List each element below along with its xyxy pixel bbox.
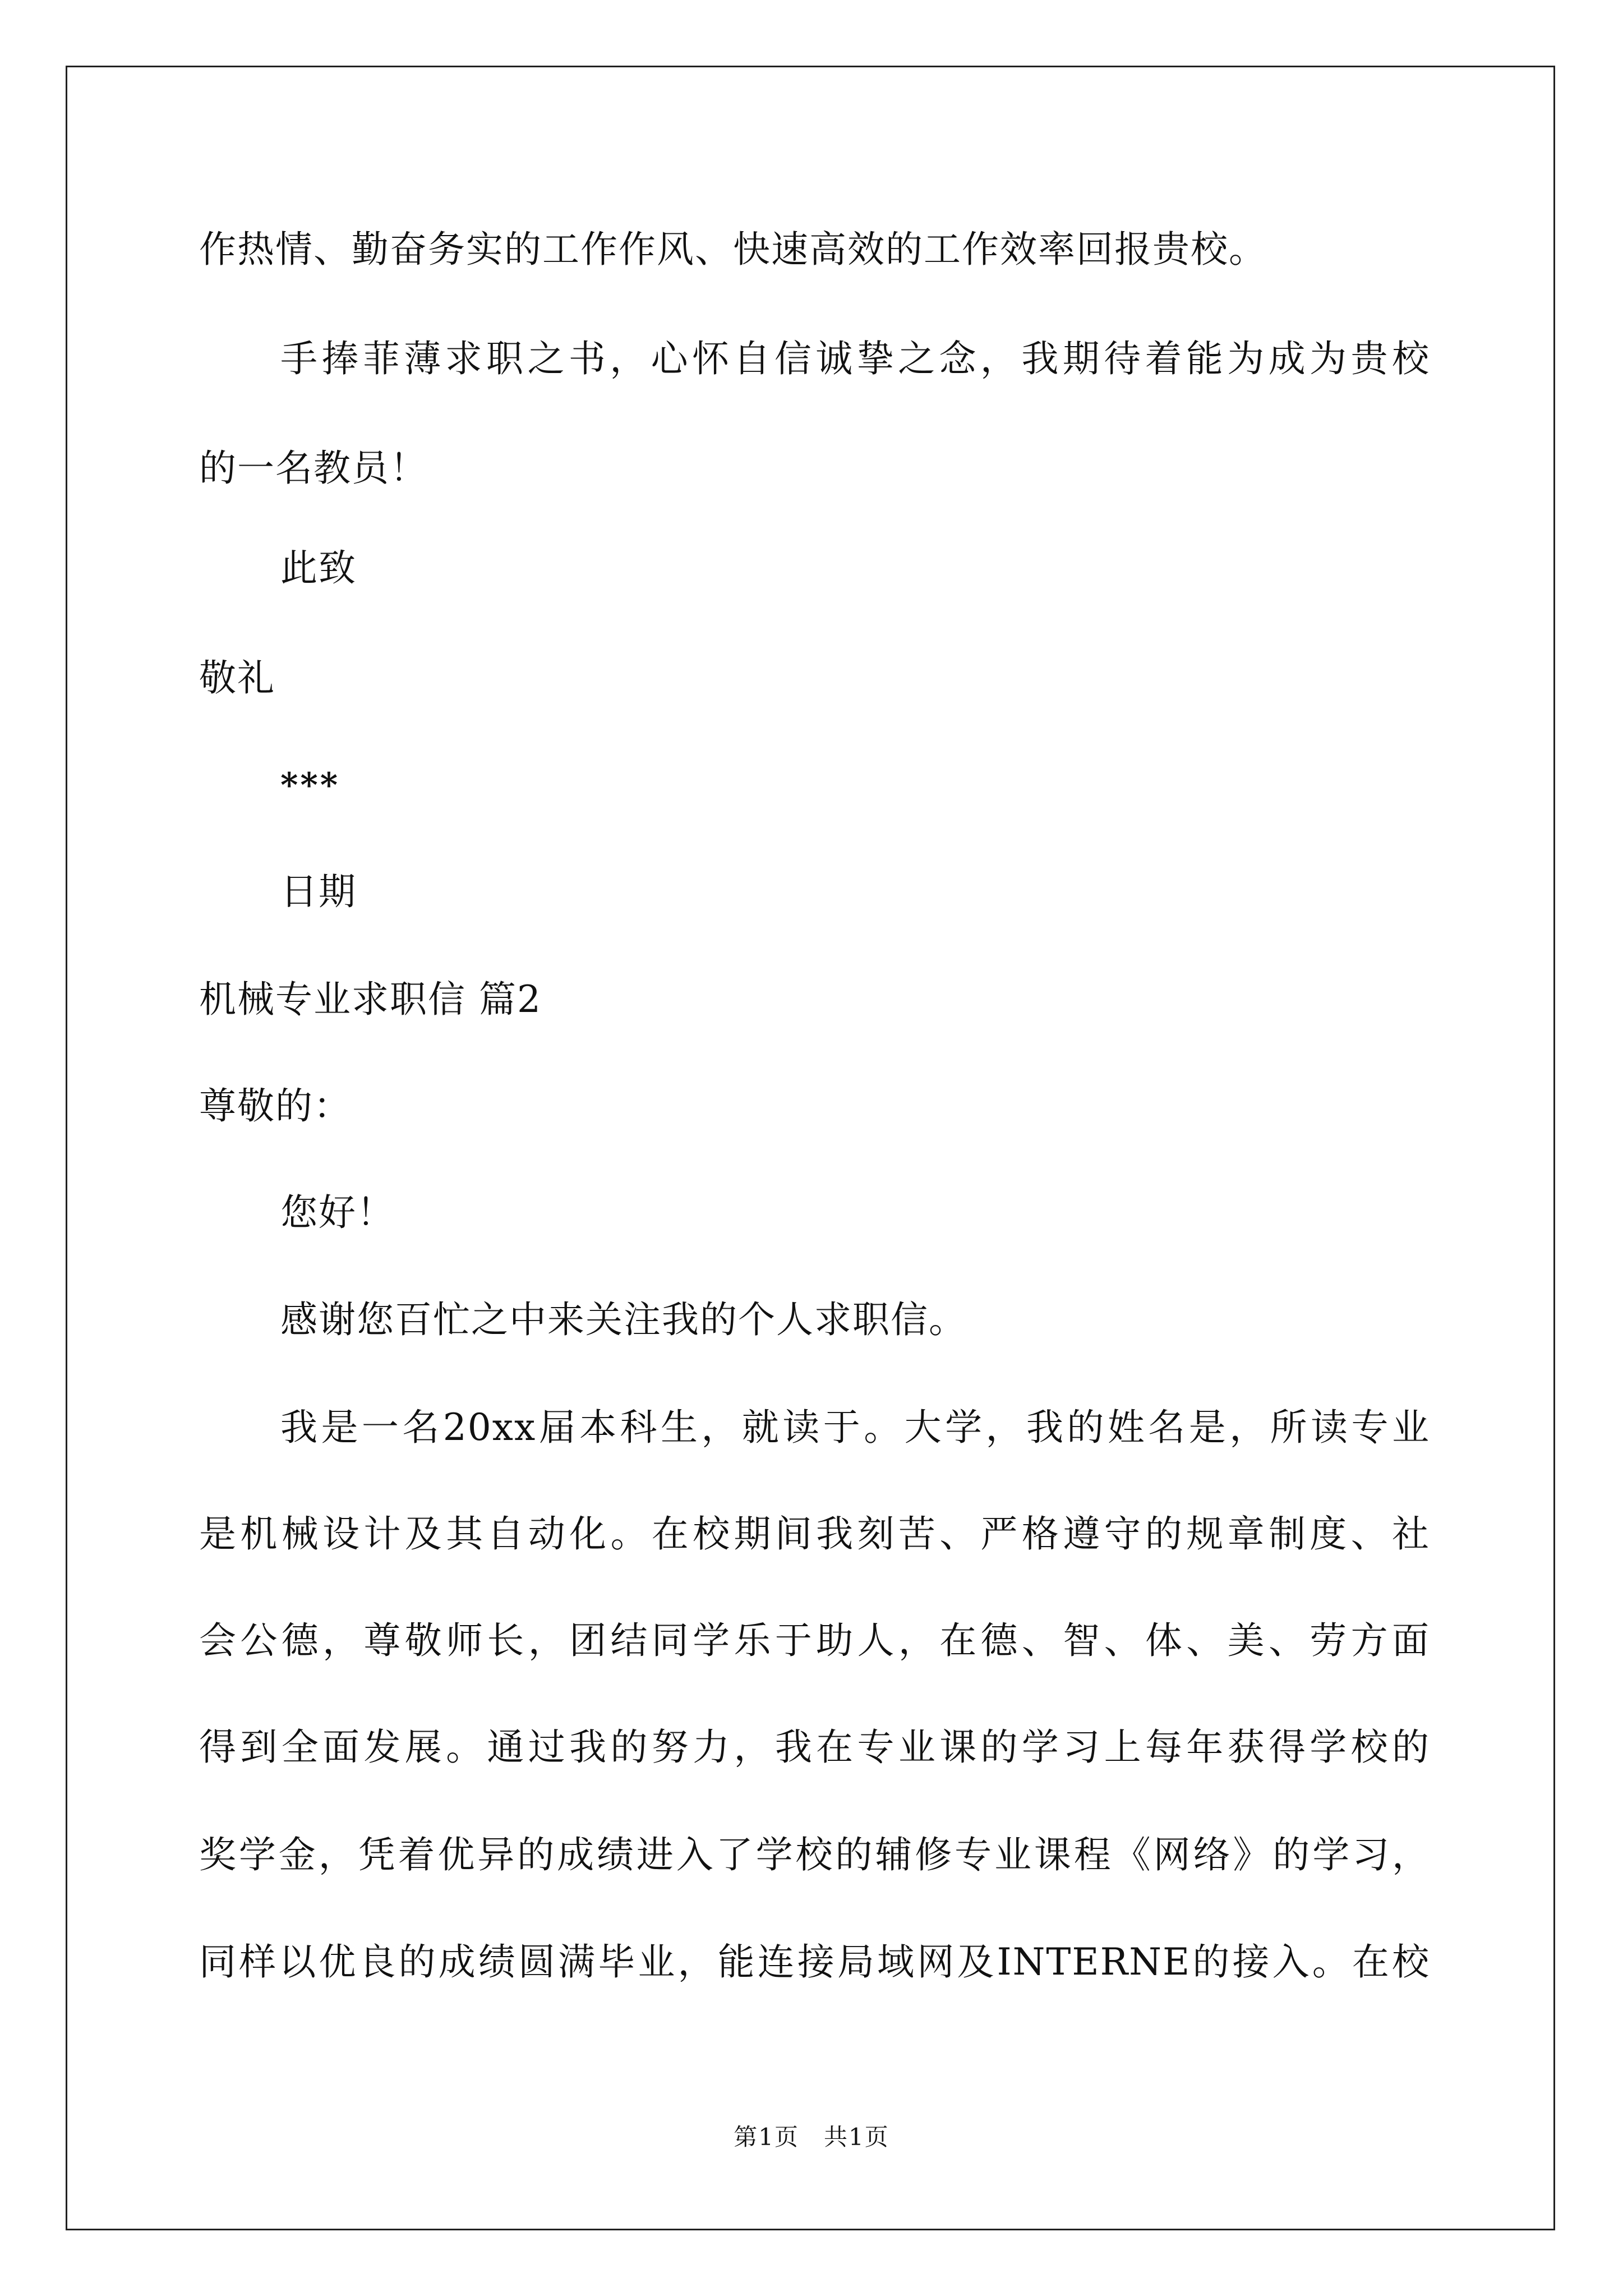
paragraph-line: 得到全面发展。通过我的努力，我在专业课的学习上每年获得学校的 bbox=[199, 1726, 1430, 1769]
paragraph-line: 的一名教员！ bbox=[199, 447, 428, 490]
paragraph-line: 奖学金，凭着优异的成绩进入了学校的辅修专业课程《网络》的学习， bbox=[199, 1833, 1430, 1876]
signature-placeholder: *** bbox=[280, 766, 340, 805]
salutation: 尊敬的： bbox=[199, 1084, 352, 1128]
date-line: 日期 bbox=[280, 870, 357, 913]
paragraph-line: 会公德，尊敬师长，团结同学乐于助人，在德、智、体、美、劳方面 bbox=[199, 1619, 1430, 1662]
paragraph-line: 是机械设计及其自动化。在校期间我刻苦、严格遵守的规章制度、社 bbox=[199, 1512, 1430, 1556]
closing-salutation: 敬礼 bbox=[199, 656, 275, 700]
greeting: 您好！ bbox=[280, 1191, 395, 1234]
paragraph-line: 感谢您百忙之中来关注我的个人求职信。 bbox=[280, 1298, 967, 1341]
paragraph-line: 手捧菲薄求职之书，心怀自信诚挚之念，我期待着能为成为贵校 bbox=[280, 337, 1430, 380]
closing-line: 此致 bbox=[280, 546, 357, 590]
page-border bbox=[66, 66, 1555, 2230]
paragraph-line: 作热情、勤奋务实的工作作风、快速高效的工作效率回报贵校。 bbox=[199, 228, 1267, 271]
section-heading: 机械专业求职信 篇2 bbox=[199, 978, 542, 1021]
paragraph-line: 我是一名20xx届本科生，就读于。大学，我的姓名是，所读专业 bbox=[280, 1406, 1430, 1449]
page-footer: 第1页 共1页 bbox=[734, 2123, 889, 2151]
paragraph-line: 同样以优良的成绩圆满毕业，能连接局域网及INTERNE的接入。在校 bbox=[199, 1940, 1430, 1984]
